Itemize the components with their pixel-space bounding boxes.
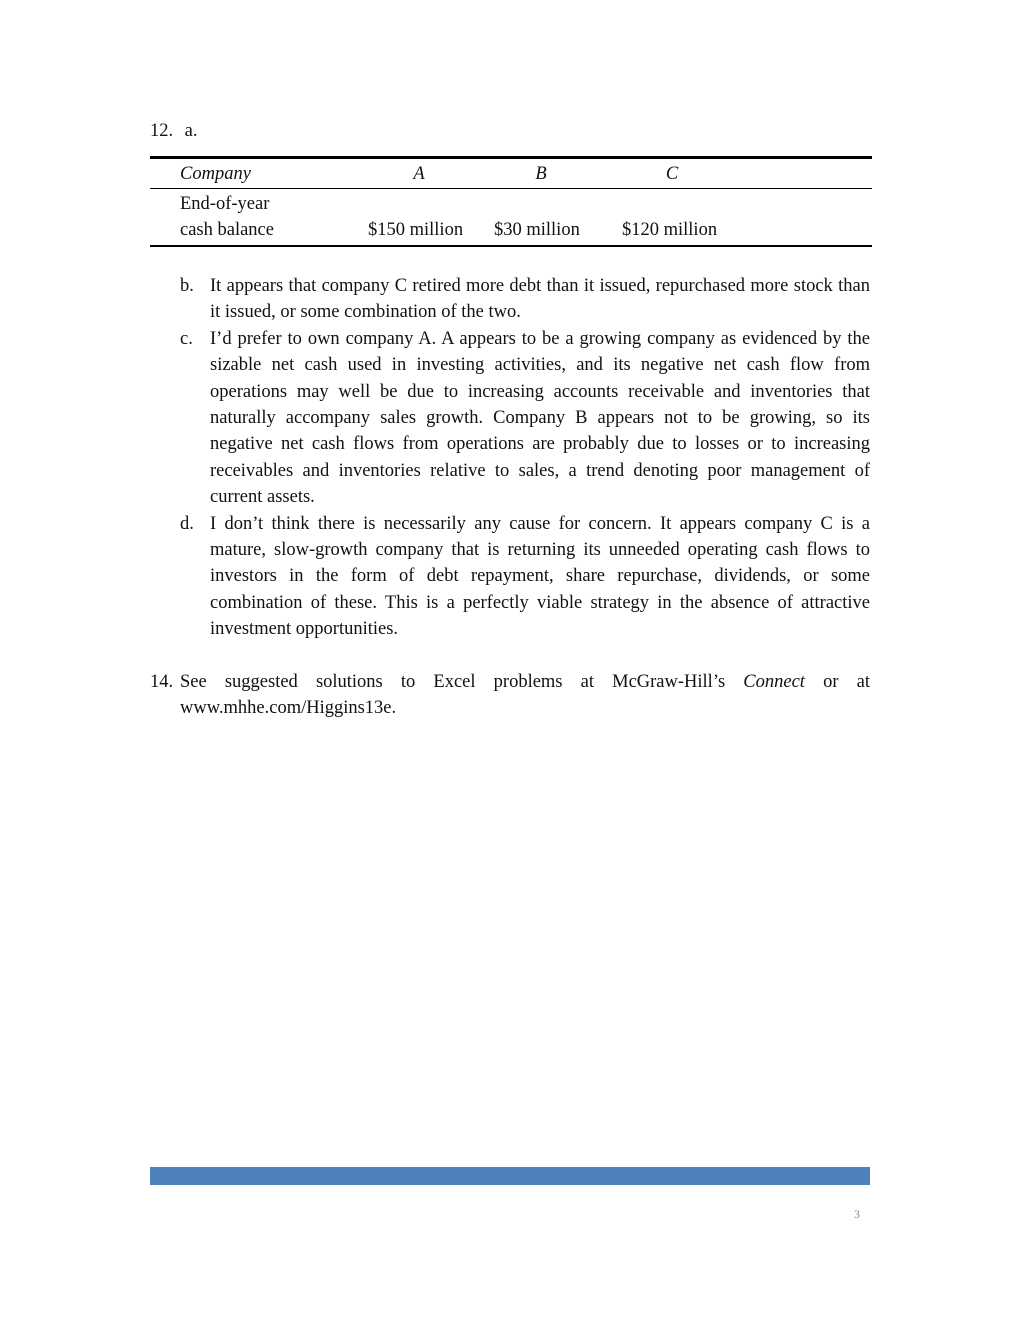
cash-value-b: $30 million [494, 220, 580, 240]
header-company-c: C [665, 164, 679, 184]
answer-list [180, 273, 870, 643]
q14-word: McGraw-Hill’s [612, 672, 726, 692]
header-company-a: A [413, 164, 425, 184]
website-url[interactable]: www.mhhe.com/Higgins13e. [180, 698, 397, 719]
page-number: 3 [854, 1207, 860, 1221]
header-company: Company [180, 164, 251, 184]
row-label-line1: End-of-year [180, 194, 270, 214]
item-letter-c: c. [180, 328, 193, 349]
item-text-b: It appears that company C retired more debt than it issued, repurchased more stock than it issued, or some combination of the two. [210, 276, 870, 323]
connect-italic: Connect [743, 672, 805, 692]
cash-value-c: $120 million [622, 220, 718, 240]
cash-value-a: $150 million [368, 220, 464, 240]
q14-word: or [823, 672, 839, 692]
table-header-row [150, 158, 872, 189]
item-letter-d: d. [180, 513, 194, 534]
list-item [180, 326, 870, 511]
row-label-line2: cash balance [180, 220, 274, 240]
cash-balance-table [150, 156, 872, 247]
question-14-number: 14. [150, 672, 174, 692]
list-item [180, 273, 870, 326]
part-a-letter: a. [184, 121, 198, 141]
q14-word: problems [493, 672, 563, 692]
table-row [150, 189, 872, 247]
list-item [180, 511, 870, 643]
question-14 [150, 669, 870, 722]
q14-word: See [180, 672, 207, 692]
question-12-number: 12. [150, 121, 174, 141]
q14-word: Excel [433, 672, 476, 692]
q14-word: solutions [315, 672, 383, 692]
q14-word: at [856, 672, 870, 692]
question-14-line1 [180, 669, 870, 695]
header-company-b: B [535, 164, 547, 184]
value-spacer [742, 189, 872, 247]
row-label-cell [150, 189, 358, 247]
q14-word: at [580, 672, 594, 692]
footer-bar [150, 1167, 870, 1185]
header-spacer [742, 158, 872, 189]
item-text-d: I don’t think there is necessarily any cause for concern. It appears company C is a mature, slow-growth company that is returning its unneeded operating cash flows to investors in the form of debt repayment, share repurchase, dividends, or some combination of these. This is a perfectly viable strategy in the absence of attractive investment opportunities. [210, 513, 870, 640]
question-14-text [180, 669, 870, 722]
q14-word: suggested [224, 672, 298, 692]
q14-word: to [400, 672, 416, 692]
question-12-heading [150, 120, 197, 142]
item-letter-b: b. [180, 276, 194, 296]
item-text-c: I’d prefer to own company A. A appears to be a growing company as evidenced by the sizable net cash used in investing activities, and its negative net cash flow from operations may well be due to increasing accounts receivable and inventories that naturally accompany sales growth. Company B appears not to be growing, so its negative net cash flows from operations are probably due to losses or to increasing receivables and inventories relative to sales, a trend denoting poor management of current assets. [210, 328, 870, 508]
